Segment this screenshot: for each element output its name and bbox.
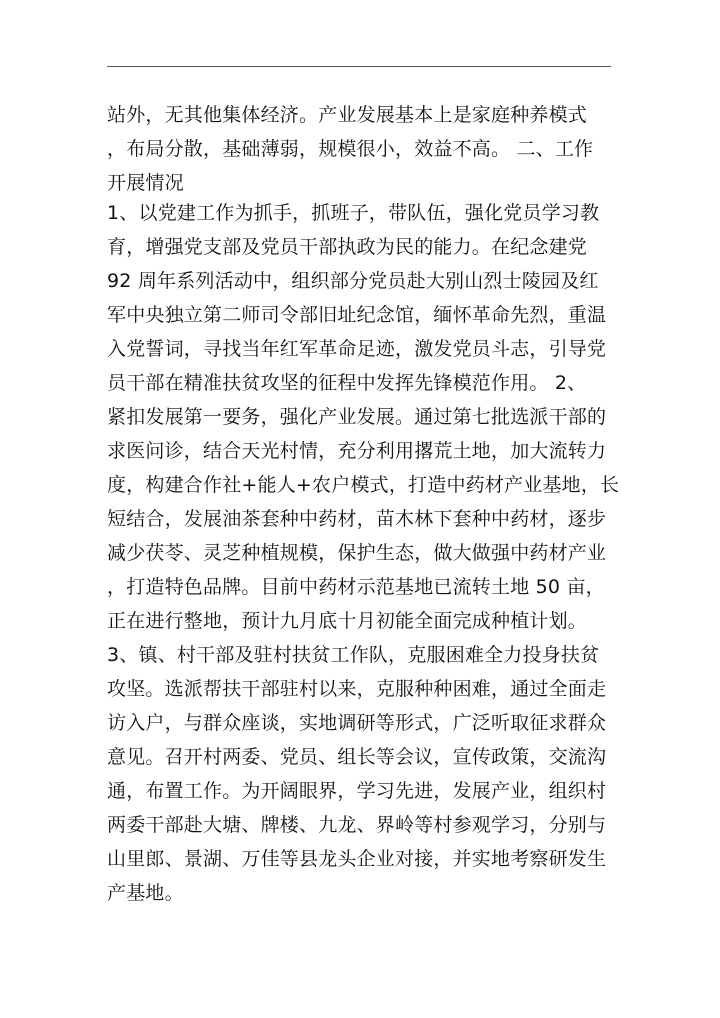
text-line: 山里郎、景湖、万佳等县龙头企业对接，并实地考察研发生: [107, 848, 607, 870]
text-line: 攻坚。选派帮扶干部驻村以来，克服种种困难，通过全面走: [107, 678, 607, 700]
text-line: 育，增强党支部及党员干部执政为民的能力。在纪念建党: [107, 236, 588, 258]
text-line: 减少茯苓、灵芝种植规模，保护生态，做大做强中药材产业: [107, 542, 607, 564]
header-divider: [107, 66, 611, 67]
text-line: 3、镇、村干部及驻村扶贫工作队，克服困难全力投身扶贫: [107, 644, 600, 666]
text-line: 军中央独立第二师司令部旧址纪念馆，缅怀革命先烈，重温: [107, 304, 607, 326]
text-line: 产基地。: [107, 882, 184, 904]
text-line: 求医问诊，结合天光村情，充分利用撂荒土地，加大流转力: [107, 440, 607, 462]
intro-paragraph: [107, 98, 617, 200]
text-line: 站外，无其他集体经济。产业发展基本上是家庭种养模式: [107, 104, 588, 126]
text-line: 入党誓词，寻找当年红军革命足迹，激发党员斗志，引导党: [107, 338, 607, 360]
text-line: 访入户，与群众座谈，实地调研等形式，广泛听取征求群众: [107, 712, 607, 734]
text-line: 1、以党建工作为抓手，抓班子，带队伍，强化党员学习教: [107, 202, 600, 224]
text-line: 度，构建合作社+能人+农户模式，打造中药材产业基地，长: [107, 474, 620, 496]
text-line: 意见。召开村两委、党员、组长等会议，宣传政策，交流沟: [107, 746, 607, 768]
text-line: 短结合，发展油茶套种中药材，苗木林下套种中药材，逐步: [107, 508, 607, 530]
text-line: 紧扣发展第一要务，强化产业发展。通过第七批选派干部的: [107, 406, 607, 428]
text-line: 开展情况: [107, 172, 184, 194]
text-line: 两委干部赴大塘、牌楼、九龙、界岭等村参观学习，分别与: [107, 814, 607, 836]
text-line: ，打造特色品牌。目前中药材示范基地已流转土地 50 亩，: [107, 576, 605, 598]
text-line: 92 周年系列活动中，组织部分党员赴大别山烈士陵园及红: [107, 270, 599, 292]
text-line: 员干部在精准扶贫攻坚的征程中发挥先锋模范作用。 2、: [107, 372, 587, 394]
work-progress-paragraph: [107, 196, 620, 910]
text-line: 正在进行整地，预计九月底十月初能全面完成种植计划。: [107, 610, 588, 632]
text-line: ，布局分散，基础薄弱，规模很小，效益不高。 二、工作: [107, 138, 594, 160]
text-line: 通，布置工作。为开阔眼界，学习先进，发展产业，组织村: [107, 780, 607, 802]
